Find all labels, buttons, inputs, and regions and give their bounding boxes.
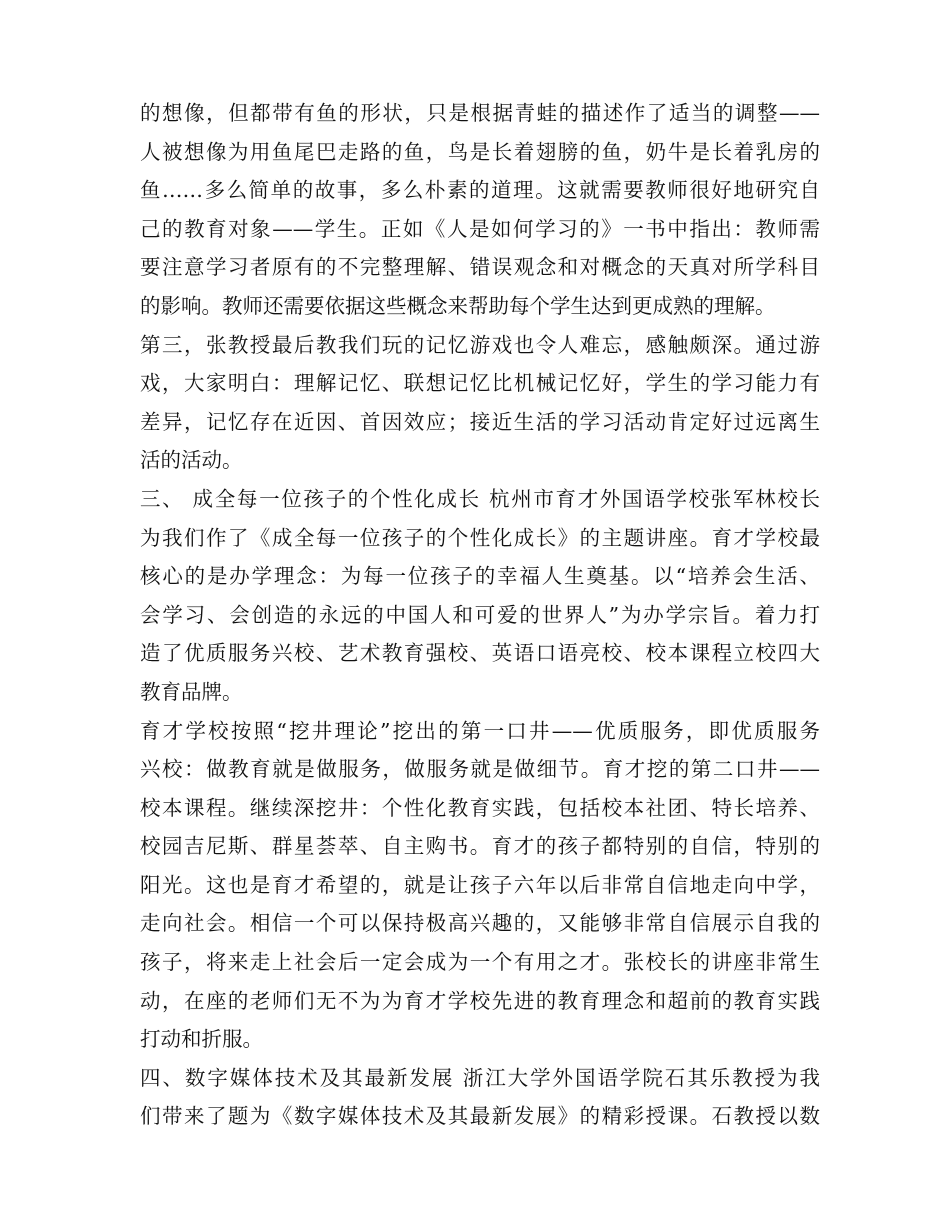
text-line: 兴校：做教育就是做服务，做服务就是做细节。育才挖的第二口井—— [140, 757, 820, 782]
text-line: 第三，张教授最后教我们玩的记忆游戏也令人难忘，感触颇深。通过游 [140, 332, 820, 357]
text-line: 要注意学习者原有的不完整理解、错误观念和对概念的天真对所学科目 [140, 255, 820, 280]
text-line: 造了优质服务兴校、艺术教育强校、英语口语亮校、校本课程立校四大 [140, 641, 820, 666]
text-line: 校本课程。继续深挖井：个性化教育实践，包括校本社团、特长培养、 [140, 795, 820, 820]
text-line: 育才学校按照“挖井理论”挖出的第一口井——优质服务，即优质服务 [140, 718, 820, 743]
text-line: 人被想像为用鱼尾巴走路的鱼，鸟是长着翅膀的鱼，奶牛是长着乳房的 [140, 139, 820, 164]
text-line: 戏，大家明白：理解记忆、联想记忆比机械记忆好，学生的学习能力有 [140, 371, 820, 396]
text-line: 校园吉尼斯、群星荟萃、自主购书。育才的孩子都特别的自信，特别的 [140, 834, 820, 859]
text-line: 打动和折服。 [140, 1027, 263, 1052]
text-line: 会学习、会创造的永远的中国人和可爱的世界人”为办学宗旨。着力打 [140, 602, 820, 627]
text-line: 们带来了题为《数字媒体技术及其最新发展》的精彩授课。石教授以数 [140, 1104, 820, 1129]
text-line: 孩子，将来走上社会后一定会成为一个有用之才。张校长的讲座非常生 [140, 950, 820, 975]
text-line: 差异，记忆存在近因、首因效应；接近生活的学习活动肯定好过远离生 [140, 409, 820, 434]
text-line: 三、 成全每一位孩子的个性化成长 杭州市育才外国语学校张军林校长 [140, 486, 820, 511]
document-body-text [140, 94, 820, 1136]
text-line: 活的活动。 [140, 448, 243, 473]
text-line: 为我们作了《成全每一位孩子的个性化成长》的主题讲座。育才学校最 [140, 525, 820, 550]
text-line: 四、数字媒体技术及其最新发展 浙江大学外国语学院石其乐教授为我 [140, 1065, 820, 1090]
text-line: 教育品牌。 [140, 679, 243, 704]
text-line: 鱼……多么简单的故事，多么朴素的道理。这就需要教师很好地研究自 [140, 178, 820, 203]
text-line: 动，在座的老师们无不为为育才学校先进的教育理念和超前的教育实践 [140, 988, 820, 1013]
text-line: 的影响。教师还需要依据这些概念来帮助每个学生达到更成熟的理解。 [140, 293, 776, 318]
text-line: 的想像，但都带有鱼的形状，只是根据青蛙的描述作了适当的调整—— [140, 101, 820, 125]
text-line: 核心的是办学理念：为每一位孩子的幸福人生奠基。以“培养会生活、 [140, 564, 820, 589]
text-line: 走向社会。相信一个可以保持极高兴趣的，又能够非常自信展示自我的 [140, 911, 820, 936]
text-line: 己的教育对象——学生。正如《人是如何学习的》一书中指出：教师需 [140, 216, 820, 241]
text-line: 阳光。这也是育才希望的，就是让孩子六年以后非常自信地走向中学， [140, 872, 820, 897]
